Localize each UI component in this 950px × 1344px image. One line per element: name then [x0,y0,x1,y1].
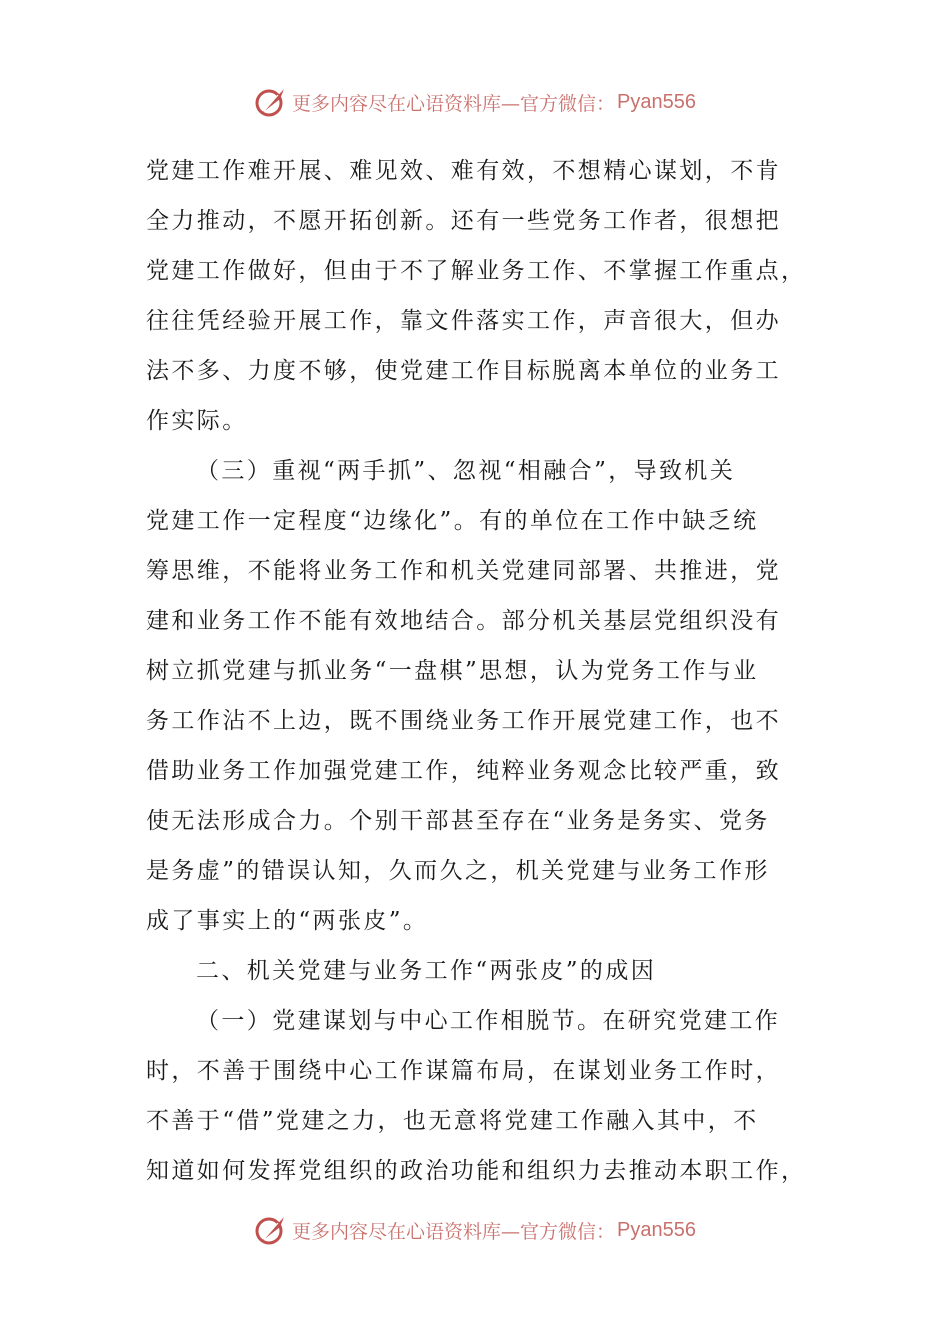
banner-text: 更多内容尽在心语资料库—官方微信： [292,1220,616,1243]
text-line: 务工作沾不上边，既不围绕业务工作开展党建工作，也不 [146,708,781,734]
text-line: 党建工作一定程度“边缘化”。有的单位在工作中缺乏统 [146,508,759,534]
text-line: 使无法形成合力。个别干部甚至存在“业务是务实、党务 [146,808,770,834]
quill-logo-icon [254,1213,288,1247]
footer-banner [0,1210,950,1250]
text-line: 是务虚”的错误认知，久而久之，机关党建与业务工作形 [146,858,770,884]
text-line: 树立抓党建与抓业务“一盘棋”思想，认为党务工作与业 [146,658,759,684]
section-heading: 二、机关党建与业务工作“两张皮”的成因 [196,958,657,984]
text-line: 党建工作做好，但由于不了解业务工作、不掌握工作重点， [146,258,807,284]
text-line: 借助业务工作加强党建工作，纯粹业务观念比较严重，致 [146,758,781,784]
text-line: （一）党建谋划与中心工作相脱节。在研究党建工作 [196,1008,781,1034]
text-line: 往往凭经验开展工作，靠文件落实工作，声音很大，但办 [146,308,781,334]
text-line: 不善于“借”党建之力，也无意将党建工作融入其中，不 [146,1108,759,1134]
document-body [146,146,806,1196]
text-line: 时，不善于围绕中心工作谋篇布局，在谋划业务工作时， [146,1058,781,1084]
quill-logo-icon [254,85,288,119]
banner-text: 更多内容尽在心语资料库—官方微信： [292,92,616,115]
text-line: （三）重视“两手抓”、忽视“相融合”，导致机关 [196,458,736,484]
text-line: 全力推动，不愿开拓创新。还有一些党务工作者，很想把 [146,208,781,234]
text-line: 作实际。 [146,408,248,434]
text-line: 党建工作难开展、难见效、难有效，不想精心谋划，不肯 [146,158,781,184]
banner-wechat-id: Pyan556 [617,90,696,113]
banner-wechat-id: Pyan556 [617,1218,696,1241]
header-banner [0,82,950,122]
text-line: 法不多、力度不够，使党建工作目标脱离本单位的业务工 [146,358,781,384]
text-line: 筹思维，不能将业务工作和机关党建同部署、共推进，党 [146,558,781,584]
text-line: 知道如何发挥党组织的政治功能和组织力去推动本职工作， [146,1158,807,1184]
text-line: 成了事实上的“两张皮”。 [146,908,429,934]
text-line: 建和业务工作不能有效地结合。部分机关基层党组织没有 [146,608,781,634]
